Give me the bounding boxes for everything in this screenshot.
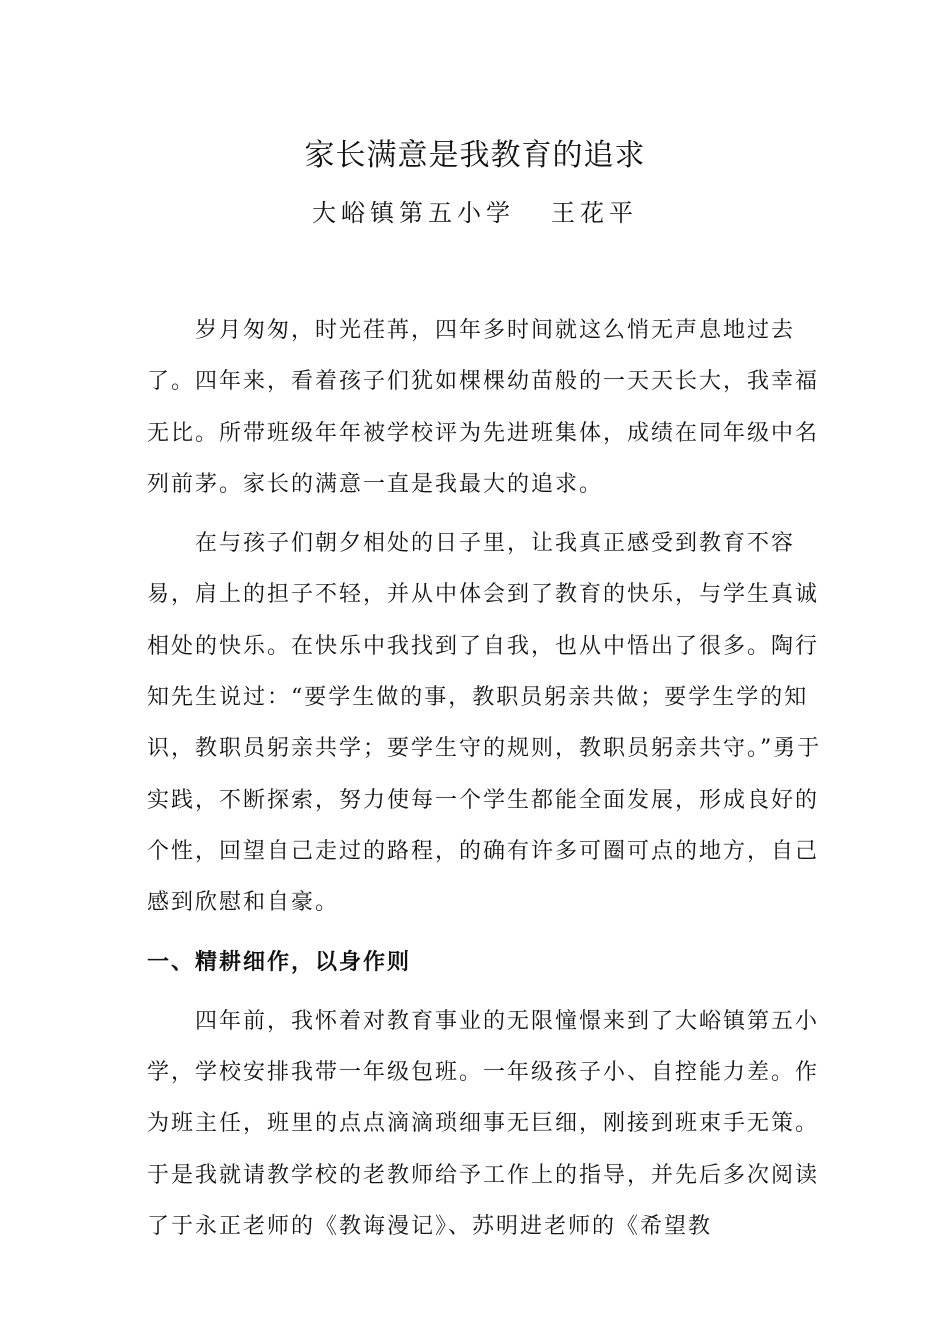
paragraph-2: 在与孩子们朝夕相处的日子里，让我真正感受到教育不容易，肩上的担子不轻，并从中体会到了教育的快乐，与学生真诚相处的快乐。在快乐中我找到了自我，也从中悟出了很多。陶行知先生说过：“要学生做的事，教职员躬亲共做；要学生学的知识，教职员躬亲共学；要学生守的规则，教职员躬亲共守。”勇于实践，不断探索，努力使每一个学生都能全面发展，形成良好的个性，回望自己走过的路程，的确有许多可圈可点的地方，自己感到欣慰和自豪。	[147, 531, 822, 916]
section-heading: 一、精耕细作，以身作则	[147, 948, 412, 975]
document-body	[147, 305, 837, 1252]
paragraph-1: 岁月匆匆，时光荏苒，四年多时间就这么悄无声息地过去了。四年来，看着孩子们犹如棵棵幼苗般的一天天长大，我幸福无比。所带班级年年被学校评为先进班集体，成绩在同年级中名列前茅。家长的满意一直是我最大的追求。	[147, 318, 820, 497]
document-author-line	[0, 193, 950, 228]
author-name: 王花平	[551, 199, 638, 227]
author-school: 大峪镇第五小学	[312, 199, 515, 227]
document-title: 家长满意是我教育的追求	[304, 138, 646, 173]
section-paragraph: 四年前，我怀着对教育事业的无限憧憬来到了大峪镇第五小学，学校安排我带一年级包班。一年级孩子小、自控能力差。作为班主任，班里的点点滴滴琐细事无巨细，刚接到班束手无策。于是我就请教学校的老教师给予工作上的指导，并先后多次阅读了于永正老师的《教诲漫记》、苏明进老师的《希望教	[147, 1008, 820, 1240]
